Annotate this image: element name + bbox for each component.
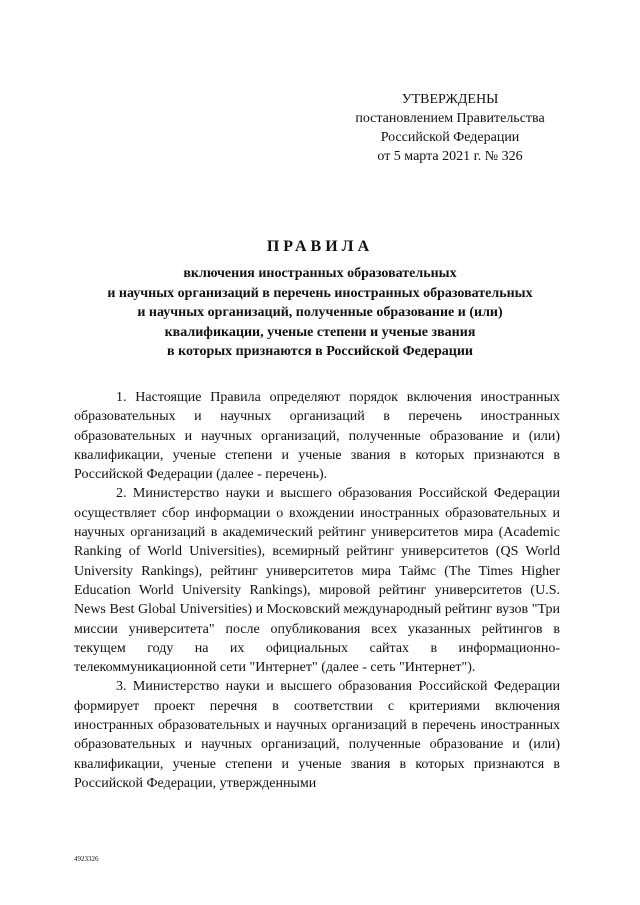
subtitle-line: и научных организаций в перечень иностранных образовательных [107, 285, 533, 301]
subtitle-line: включения иностранных образовательных [183, 266, 457, 281]
document-subtitle [60, 264, 580, 362]
paragraph-1: 1. Настоящие Правила определяют порядок включения иностранных образовательных и научных организаций в перечень иностранных образовательных и научных организаций, полученные образование и (или) квалификации, ученые степени и ученые звания в которых признаются в Российской Федерации (далее - перечень). [74, 390, 560, 483]
approval-date-number: от 5 марта 2021 г. № 326 [377, 149, 523, 164]
approval-block [340, 90, 560, 166]
footer-document-code: 4923326 [74, 855, 99, 863]
approval-government-line: Российской Федерации [380, 130, 520, 145]
document-body [74, 388, 560, 793]
subtitle-line: в которых признаются в Российской Федерации [167, 344, 473, 359]
paragraph-3: 3. Министерство науки и высшего образования Российской Федерации формирует проект перечня в соответствии с критериями включения иностранных образовательных и научных организаций в перечень иностранных образовательных и научных организаций, полученные образование и (или) квалификации, ученые степени и ученые звания в которых признаются в Российской Федерации, утвержденными [74, 679, 560, 791]
paragraph-2: 2. Министерство науки и высшего образования Российской Федерации осуществляет сбор информации о вхождении иностранных образовательных и научных организаций в академический рейтинг университетов мира (Academic Ranking of World Universities), всемирный рейтинг университетов (QS World University Rankings), рейтинг университетов мира Таймс (The Times Higher Education World University Rankings), мировой рейтинг университетов (U.S. News Best Global Universities) и Московский международный рейтинг вузов "Три миссии университета" после опубликования всех указанных рейтингов в текущем году на их официальных сайтах в информационно-телекоммуникационной сети "Интернет" (далее - сеть "Интернет"). [74, 486, 560, 676]
approval-decree-line: постановлением Правительства [355, 111, 545, 126]
approval-heading: УТВЕРЖДЕНЫ [401, 92, 499, 107]
subtitle-line: квалификации, ученые степени и ученые звания [164, 324, 476, 340]
subtitle-line: и научных организаций, полученные образование и (или) [137, 305, 503, 320]
document-title: ПРАВИЛА [266, 238, 374, 255]
